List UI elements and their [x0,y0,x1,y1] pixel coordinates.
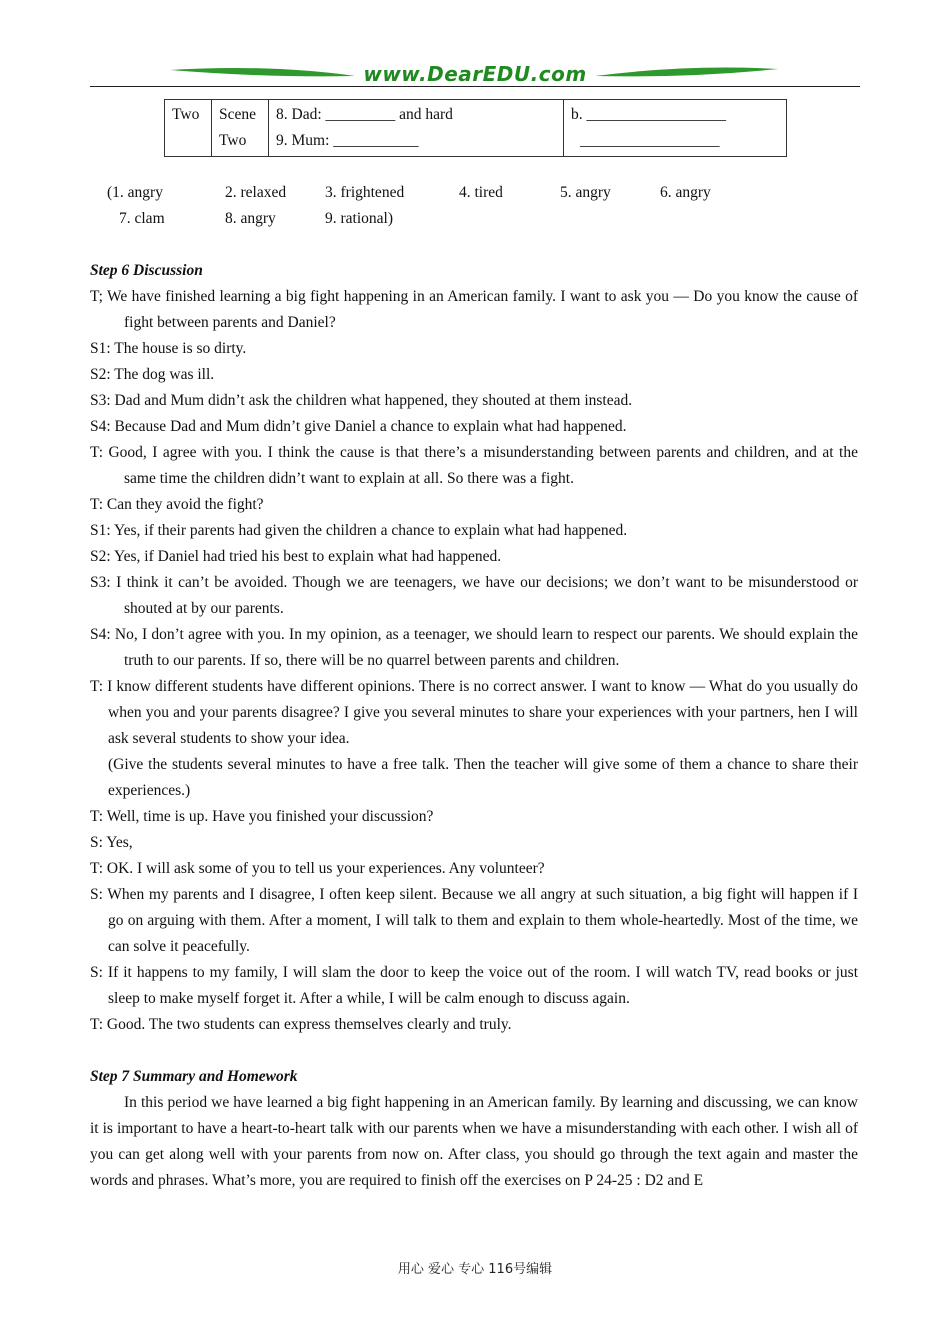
answer-item: 7. clam [119,210,165,227]
scene-number: Two [219,132,247,149]
answer-item: 5. angry [560,184,611,201]
dialogue-line: S1: Yes, if their parents had given the children a chance to explain what had happened. [90,522,628,539]
dialogue-line: S1: The house is so dirty. [90,340,247,357]
answer-item: 2. relaxed [225,184,287,201]
answer-item: 3. frightened [325,184,405,201]
site-logo[interactable]: www.DearEDU.com [363,62,587,86]
answer-item: 8. angry [225,210,276,227]
item-9: 9. Mum: ___________ [276,132,419,149]
dialogue-line: T: Good. The two students can express themselves clearly and truly. [90,1016,512,1033]
student-answer-b: S: If it happens to my family, I will slam the door to keep the voice out of the room. I will watch TV, read books or just sleep to make myself forget it. After a while, I will be calm enough to discuss again. [90,964,858,1007]
scene-label: Scene [219,106,257,123]
dialogue-line: S4: Because Dad and Mum didn’t give Daniel a chance to explain what had happened. [90,418,627,435]
dialogue-line: S: Yes, [90,834,133,851]
dialogue-line: T: Can they avoid the fight? [90,496,264,513]
answer-item: 4. tired [459,184,503,201]
step7-section [90,1064,858,1194]
table-cell-blank [564,100,787,157]
dialogue-line: S2: Yes, if Daniel had tried his best to explain what had happened. [90,548,502,565]
header-rule [90,86,860,87]
blank-b-continued: __________________ [580,132,720,149]
answer-item: (1. angry [107,184,163,201]
dialogue-line: T: Good, I agree with you. I think the cause is that there’s a misunderstanding between parents and children, and at the same time the children didn’t want to explain at all. So there was a fight. [90,444,858,487]
teacher-question: T: I know different students have different opinions. There is no correct answer. I want to know — What do you usually do when you and your parents disagree? I give you several minutes to share your experiences with your partners, hen I will ask several students to show your idea. [90,678,858,747]
right-swoosh [595,68,778,77]
dialogue-line: S4: No, I don’t agree with you. In my opinion, as a teenager, we should learn to respect our parents. We should explain the truth to our parents. If so, there will be no quarrel between parents and children. [90,626,858,669]
step6-section [90,258,858,1038]
scene-table [164,99,787,157]
summary-paragraph: In this period we have learned a big fight happening in an American family. By learning and discussing, we can know it is important to have a heart-to-heart talk with our parents when we have a misunderstanding with each other. I wish all of you can get along well with your parents from now on. After class, you should go through the text again and master the words and phrases. What’s more, you are required to finish off the exercises on P 24-25 : D2 and E [90,1094,858,1189]
site-header [90,62,860,90]
dialogue-line: S3: Dad and Mum didn’t ask the children what happened, they shouted at them instead. [90,392,633,409]
answer-row-2 [107,206,807,232]
table-row [165,100,787,157]
page-footer: 用心 爱心 专心 116号编辑 [397,1262,553,1277]
item-8: 8. Dad: _________ and hard [276,106,453,123]
answer-key [107,180,807,232]
table-cell-act [165,100,212,157]
student-answer-a: S: When my parents and I disagree, I often keep silent. Because we all angry at such situation, a big fight will happen if I go on arguing with them. After a moment, I will talk to them and explain to them whole-heartedly. Most of the time, we can solve it peacefully. [90,886,858,955]
left-swoosh [170,68,355,76]
step7-heading: Step 7 Summary and Homework [90,1068,298,1085]
dialogue-line: S3: I think it can’t be avoided. Though we are teenagers, we have our decisions; we don’t want to be misunderstood or shouted at by our parents. [90,574,858,617]
dialogue-line: S2: The dog was ill. [90,366,215,383]
answer-row-1 [107,180,807,206]
step6-heading: Step 6 Discussion [90,262,203,279]
dialogue-line: T; We have finished learning a big fight happening in an American family. I want to ask you — Do you know the cause of fight between parents and Daniel? [90,288,858,331]
blank-b: b. __________________ [571,106,726,123]
act-label: Two [172,106,200,123]
table-cell-items [269,100,564,157]
dialogue-line: T: OK. I will ask some of you to tell us your experiences. Any volunteer? [90,860,545,877]
stage-note: (Give the students several minutes to have a free talk. Then the teacher will give some of them a chance to share their experiences.) [108,756,858,799]
table-cell-scene [212,100,269,157]
answer-item: 9. rational) [325,210,394,227]
dialogue-line: T: Well, time is up. Have you finished your discussion? [90,808,434,825]
answer-item: 6. angry [660,184,711,201]
